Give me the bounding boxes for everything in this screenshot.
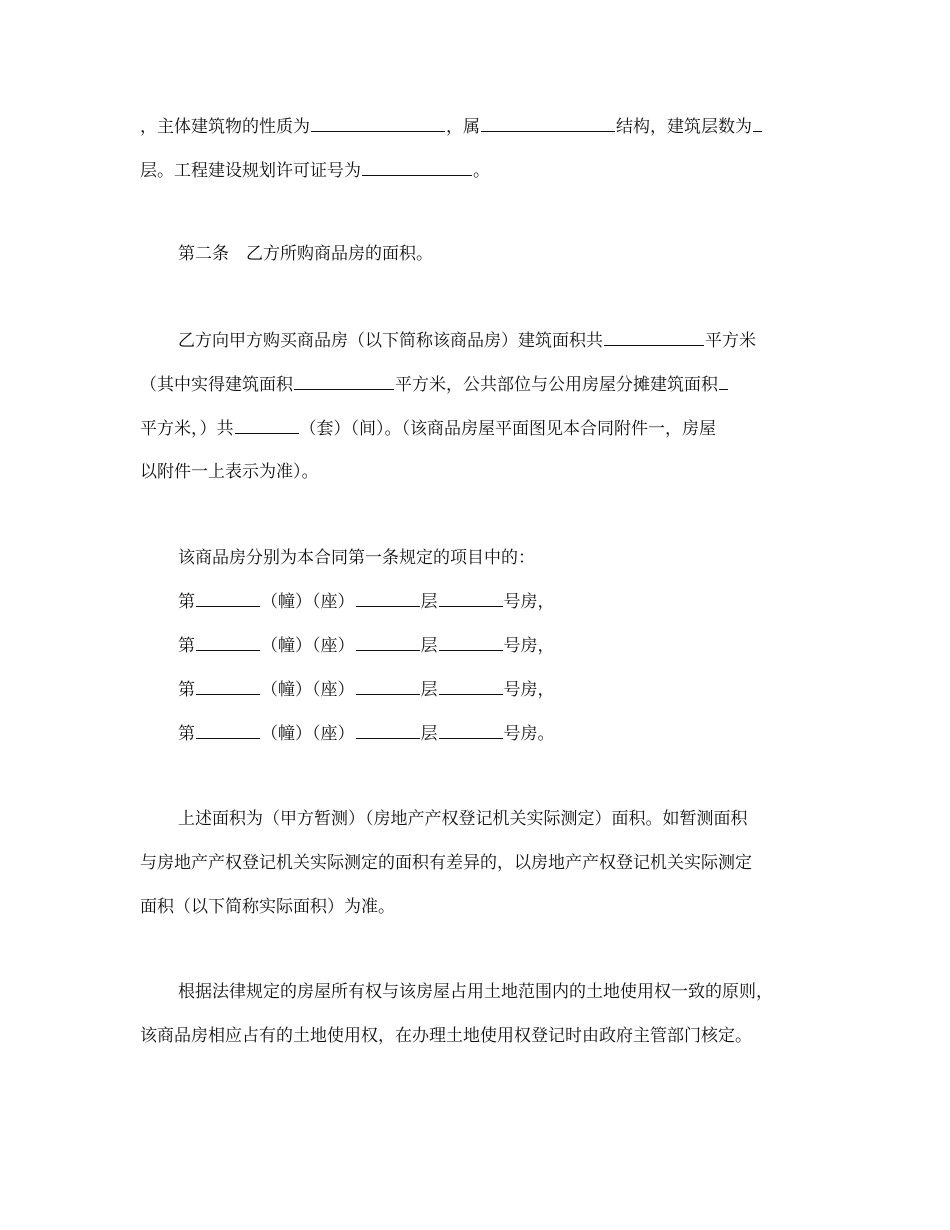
text: ，主体建筑物的性质为 <box>140 117 310 137</box>
intro-line-2 <box>140 159 490 181</box>
text: 第 <box>178 636 195 656</box>
text: 层 <box>420 680 438 700</box>
p1-line-2 <box>140 373 729 395</box>
text: 结构，建筑层数为 <box>616 117 752 137</box>
text: 平方米 <box>705 331 756 351</box>
text: 层 <box>420 592 438 612</box>
text: 号房， <box>503 592 555 612</box>
building-number-blank[interactable] <box>196 590 260 607</box>
text: 层 <box>420 636 438 656</box>
text: 号房， <box>503 636 555 656</box>
p3-line-1: 上述面积为（甲方暂测）（房地产产权登记机关实际测定）面积。如暂测面积 <box>178 809 748 829</box>
text: 乙方向甲方购买商品房（以下简称该商品房）建筑面积共 <box>178 331 603 351</box>
floor-number-blank[interactable] <box>356 678 420 695</box>
text: 层。工程建设规划许可证号为 <box>140 161 361 181</box>
building-number-blank[interactable] <box>196 722 260 739</box>
text: ，属 <box>446 117 480 137</box>
p1-line-3 <box>140 417 716 439</box>
unit-row <box>178 590 555 612</box>
floor-number-blank[interactable] <box>356 590 420 607</box>
text: 第 <box>178 724 195 744</box>
unit-row <box>178 678 555 700</box>
floor-number-blank[interactable] <box>356 722 420 739</box>
floor-number-blank[interactable] <box>356 634 420 651</box>
text: （幢）（座） <box>261 680 355 700</box>
text: （幢）（座） <box>261 636 355 656</box>
p1-line-4: 以附件一上表示为准）。 <box>140 462 319 482</box>
p3-line-2: 与房地产产权登记机关实际测定的面积有差异的，以房地产产权登记机关实际测定 <box>140 853 752 873</box>
floors-blank[interactable] <box>753 115 762 132</box>
intro-line-1 <box>140 115 763 137</box>
text: 平方米，公共部位与公用房屋分摊建筑面积 <box>395 375 718 395</box>
text: 第 <box>178 680 195 700</box>
shared-area-blank[interactable] <box>719 373 728 390</box>
p4-line-1: 根据法律规定的房屋所有权与该房屋占用土地范围内的土地使用权一致的原则， <box>178 982 773 1002</box>
text: （套）（间）。（该商品房屋平面图见本合同附件一，房屋 <box>299 419 716 439</box>
units-count-blank[interactable] <box>235 417 299 434</box>
building-area-blank[interactable] <box>604 329 704 346</box>
text: 。 <box>473 161 490 181</box>
text: 平方米，）共 <box>140 419 234 439</box>
nature-blank[interactable] <box>311 115 445 132</box>
text: （幢）（座） <box>261 724 355 744</box>
actual-area-blank[interactable] <box>294 373 394 390</box>
text: 号房， <box>503 680 555 700</box>
room-number-blank[interactable] <box>439 634 503 651</box>
structure-blank[interactable] <box>481 115 615 132</box>
article-heading: 第二条 乙方所购商品房的面积。 <box>178 244 433 264</box>
room-number-blank[interactable] <box>439 590 503 607</box>
permit-number-blank[interactable] <box>362 159 472 176</box>
p4-line-2: 该商品房相应占有的土地使用权，在办理土地使用权登记时由政府主管部门核定。 <box>140 1026 752 1046</box>
p2-intro: 该商品房分别为本合同第一条规定的项目中的： <box>178 548 535 568</box>
text: 号房。 <box>503 724 555 744</box>
building-number-blank[interactable] <box>196 634 260 651</box>
unit-row <box>178 634 555 656</box>
p3-line-3: 面积（以下简称实际面积）为准。 <box>140 897 395 917</box>
text: 第 <box>178 592 195 612</box>
text: 层 <box>420 724 438 744</box>
p1-line-1 <box>178 329 756 351</box>
text: （幢）（座） <box>261 592 355 612</box>
unit-row <box>178 722 555 744</box>
building-number-blank[interactable] <box>196 678 260 695</box>
text: （其中实得建筑面积 <box>140 375 293 395</box>
room-number-blank[interactable] <box>439 722 503 739</box>
room-number-blank[interactable] <box>439 678 503 695</box>
